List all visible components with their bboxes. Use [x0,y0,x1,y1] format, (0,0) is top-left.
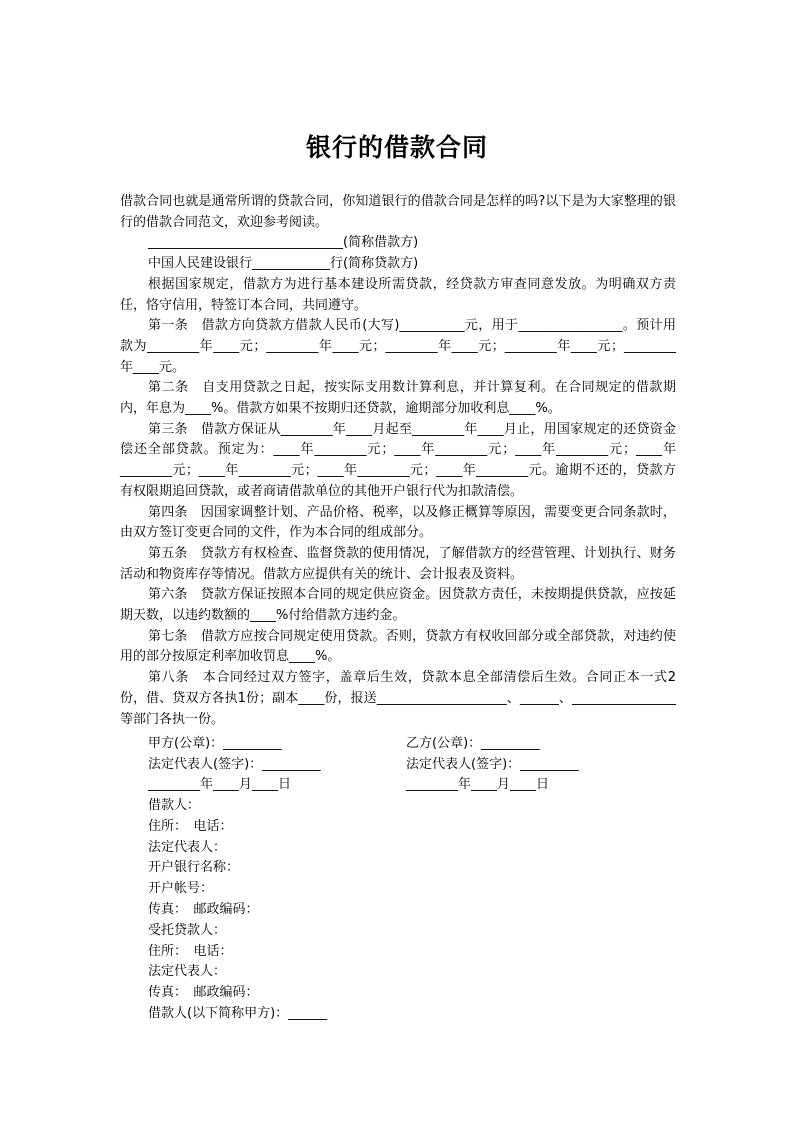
article-4: 第四条 因国家调整计划、产品价格、税率，以及修正概算等原因，需要变更合同条款时，由双方签订变更合同的文件，作为本合同的组成部分。 [120,504,676,541]
article-1: 第一条 借款方向贷款方借款人民币(大写)__________元，用于________________。预计用款为________年____元；________年____元；________年____元；________年____元；________年____元。 [120,318,676,375]
party-field: 开户银行名称： [148,860,240,876]
article-6: 第六条 贷款方保证按照本合同的规定供应资金。因贷款方责任，未按期提供贷款，应按延期天数，以违约数额的____%付给借款方违约金。 [120,587,676,624]
party-field: 传真： 邮政编码： [148,901,259,917]
party-a-date: ________年____月____日 [148,777,292,793]
seal-row [148,734,678,755]
party-a-representative: 法定代表人(签字)：_________ [148,756,321,772]
party-b-seal: 乙方(公章)：_________ [406,736,540,751]
article-2: 第二条 自支用贷款之日起，按实际支用数计算利息，并计算复利。在合同规定的借款期内，年息为____%。借款方如果不按期归还贷款，逾期部分加收利息____%。 [120,380,676,417]
lender-line: 中国人民建设银行____________行(简称贷款方) [148,256,419,272]
intro-paragraph: 借款合同也就是通常所谓的贷款合同，你知道银行的借款合同是怎样的吗?以下是为大家整理的银行的借款合同范文，欢迎参考阅读。 [120,194,676,230]
party-field: 传真： 邮政编码： [148,985,259,1001]
party-field: 住所： 电话： [148,943,233,959]
party-a-seal: 甲方(公章)：_________ [148,736,282,751]
party-field: 法定代表人： [148,839,227,855]
article-8: 第八条 本合同经过双方签字，盖章后生效，贷款本息全部清偿后生效。合同正本一式2份，借、贷双方各执1份；副本____份，报送____________________、______、________________等部门各执一份。 [120,670,676,727]
preamble-paragraph: 根据国家规定，借款方为进行基本建设所需贷款，经贷款方审查同意发放。为明确双方责任，恪守信用，特签订本合同，共同遵守。 [120,276,676,313]
article-3: 第三条 借款方保证从________年____月起至________年____月止，用国家规定的还贷资金偿还全部贷款。预定为：____年________元；____年________元；____年________元；____年________元；____年________元；____年________元；____年________元。逾期不还的，贷款方有权限期追回贷款，或者商请借款单位的其他开户银行代为扣款清偿。 [120,421,676,499]
article-7: 第七条 借款方应按合同规定使用贷款。否则，贷款方有权收回部分或全部贷款，对违约使用的部分按原定利率加收罚息____%。 [120,628,676,665]
party-info-list [148,796,648,1025]
article-5: 第五条 贷款方有权检查、监督贷款的使用情况，了解借款方的经营管理、计划执行、财务活动和物资库存等情况。借款方应提供有关的统计、会计报表及资料。 [120,545,676,582]
borrower-line: ______________________________(简称借款方) [148,235,419,251]
party-field: 开户帐号： [148,881,214,897]
party-field: 法定代表人： [148,964,227,980]
contract-body [120,192,676,730]
party-field: 借款人(以下简称甲方)：______ [148,1005,328,1021]
party-b-representative: 法定代表人(签字)：_________ [406,756,579,772]
party-field: 住所： 电话： [148,818,233,834]
party-b-date: ________年____月____日 [406,777,550,793]
representative-row [148,755,678,776]
date-row [148,775,678,796]
signature-block [148,734,678,796]
document-title: 银行的借款合同 [305,133,488,162]
party-field: 受托贷款人： [148,922,227,938]
party-field: 借款人： [148,798,201,813]
